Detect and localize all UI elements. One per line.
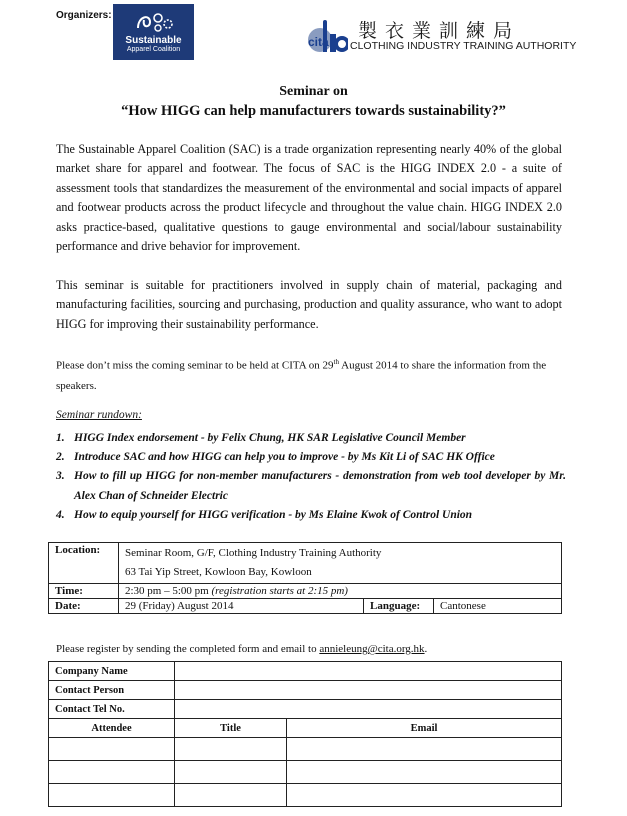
list-text: Introduce SAC and how HIGG can help you to improve - by Ms Kit Li of SAC HK Office: [74, 451, 495, 464]
table-row: [49, 584, 562, 599]
invitation-ordinal: th: [333, 358, 339, 366]
attendee-cell[interactable]: [49, 784, 175, 807]
location-value: [119, 543, 562, 584]
sac-logo-line2: Apparel Coalition: [126, 46, 181, 53]
sac-swirl-icon: [132, 8, 176, 34]
cita-chinese-name: 製衣業訓練局: [358, 20, 521, 42]
contact-person-field[interactable]: [175, 681, 562, 700]
invitation-text-a: Please don’t miss the coming seminar to be held at CITA on 29: [56, 359, 334, 372]
rundown-list: [56, 429, 566, 525]
list-number: 3.: [56, 470, 65, 483]
sac-logo-line1: Sustainable: [125, 35, 182, 46]
table-row: [49, 784, 562, 807]
intro-paragraph: The Sustainable Apparel Coalition (SAC) is a trade organization representing nearly 40% of the global market share for apparel and footwear. The focus of SAC is the HIGG INDEX 2.0 - a suite of assessment tools that standardizes the measurement of the environmental and social impacts of apparel and footwear products across the product lifecycle and throughout the value chain. HIGG INDEX 2.0 asks practice-based, qualitative questions to gauge environmental and social/labour sustainability performance and drive behavior for improvement.: [56, 142, 562, 254]
contact-tel-label: Contact Tel No.: [49, 700, 175, 719]
invitation-text-b: August 2014 to share the information from the speakers.: [56, 359, 547, 392]
email-cell[interactable]: [287, 761, 562, 784]
contact-person-label: Contact Person: [49, 681, 175, 700]
time-range: 2:30 pm – 5:00 pm: [125, 585, 209, 597]
registration-form-table: [48, 661, 562, 807]
table-row: [49, 738, 562, 761]
language-value: Cantonese: [434, 599, 562, 614]
location-line2: 63 Tai Yip Street, Kowloon Bay, Kowloon: [125, 566, 312, 578]
page-subtitle: “How HIGG can help manufacturers towards sustainability?”: [121, 103, 506, 119]
cita-english-name: CLOTHING INDUSTRY TRAINING AUTHORITY: [350, 40, 577, 52]
attendee-header-row: [49, 719, 562, 738]
registration-text: Please register by sending the completed form and email to: [56, 643, 320, 655]
list-item: [56, 448, 566, 467]
table-row: [49, 599, 562, 614]
attendee-column-header: Attendee: [49, 719, 175, 738]
location-label: Location:: [49, 543, 119, 584]
time-label: Time:: [49, 584, 119, 599]
rundown-heading: Seminar rundown:: [56, 409, 142, 421]
company-name-field[interactable]: [175, 662, 562, 681]
table-row: [49, 662, 562, 681]
contact-tel-field[interactable]: [175, 700, 562, 719]
date-value: 29 (Friday) August 2014: [119, 599, 364, 614]
time-note: (registration starts at 2:15 pm): [208, 585, 348, 597]
list-item: [56, 429, 566, 448]
list-text: How to equip yourself for HIGG verification - by Ms Elaine Kwok of Control Union: [74, 508, 473, 521]
language-label: Language:: [364, 599, 434, 614]
title-cell[interactable]: [175, 761, 287, 784]
registration-email-link[interactable]: annieleung@cita.org.hk: [319, 643, 425, 655]
table-row: [49, 543, 562, 584]
list-number: 1.: [56, 432, 65, 444]
table-row: [49, 681, 562, 700]
seminar-info-table: [48, 542, 562, 614]
company-name-label: Company Name: [49, 662, 175, 681]
list-number: 2.: [56, 451, 65, 464]
audience-paragraph: This seminar is suitable for practitioners involved in supply chain of material, packaging and manufacturing facilities, sourcing and purchasing, production and quality assurance, who want to adopt HIGG for improving their sustainability performance.: [56, 278, 562, 331]
time-value: [119, 584, 562, 599]
table-row: [49, 700, 562, 719]
organizers-label: Organizers:: [56, 10, 112, 21]
table-row: [49, 761, 562, 784]
list-text: HIGG Index endorsement - by Felix Chung, HK SAR Legislative Council Member: [74, 432, 466, 444]
list-text: How to fill up HIGG for non-member manufacturers - demonstration from web tool developer by Mr. Alex Chan of Schneider Electric: [74, 470, 566, 502]
title-cell[interactable]: [175, 784, 287, 807]
attendee-cell[interactable]: [49, 738, 175, 761]
cita-logo-icon: [306, 20, 348, 54]
page-title: Seminar on: [279, 84, 348, 99]
email-cell[interactable]: [287, 738, 562, 761]
title-column-header: Title: [175, 719, 287, 738]
date-label: Date:: [49, 599, 119, 614]
email-column-header: Email: [287, 719, 562, 738]
location-line1: Seminar Room, G/F, Clothing Industry Training Authority: [125, 547, 382, 559]
registration-period: .: [424, 643, 428, 655]
list-number: 4.: [56, 508, 65, 521]
invitation-paragraph: [56, 352, 566, 396]
registration-instructions: [56, 643, 427, 655]
list-item: [56, 506, 566, 525]
attendee-cell[interactable]: [49, 761, 175, 784]
email-cell[interactable]: [287, 784, 562, 807]
title-cell[interactable]: [175, 738, 287, 761]
list-item: [56, 467, 566, 505]
sac-logo: [113, 4, 194, 60]
svg-text:cita: cita: [308, 35, 329, 49]
